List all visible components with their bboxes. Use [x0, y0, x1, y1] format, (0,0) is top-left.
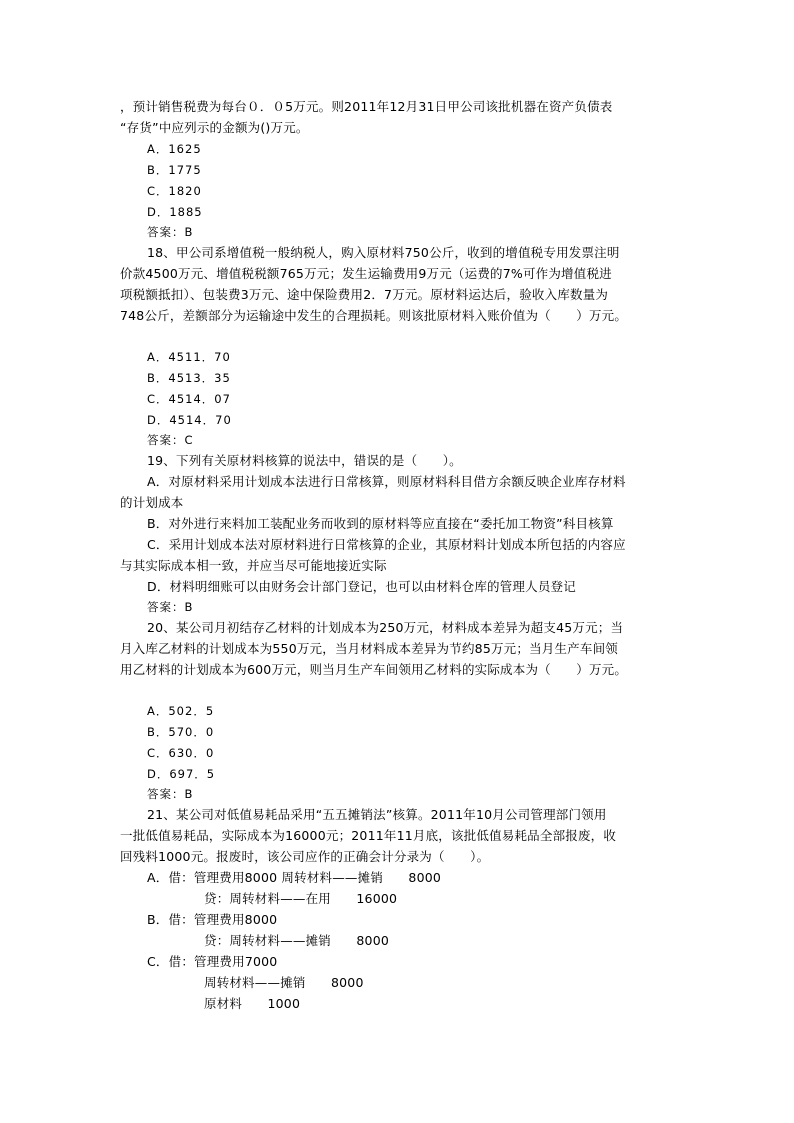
q19-text-line: D．材料明细账可以由财务会计部门登记，也可以由材料仓库的管理人员登记 [147, 579, 576, 594]
q17-option-b: B．1775 [147, 163, 202, 177]
q21-entry-c-debit: C．借：管理费用7000 [147, 954, 278, 969]
q18-option-c: C．4514．07 [147, 392, 231, 406]
q21-text-line: 回残料1000元。报废时，该公司应作的正确会计分录为（ ）。 [120, 849, 490, 864]
q20-option-c: C．630．0 [147, 746, 215, 760]
q19-text-line: 与其实际成本相一致，并应当尽可能地接近实际 [120, 558, 387, 573]
q19-text-line: B．对外进行来料加工装配业务而收到的原材料等应直接在“委托加工物资”科目核算 [147, 516, 614, 531]
q19-answer: 答案：B [147, 600, 194, 614]
q21-entry-c-line2: 周转材料——摊销 8000 [204, 975, 364, 990]
q21-entry-a-debit: A．借：管理费用8000 周转材料——摊销 8000 [147, 870, 442, 885]
q18-option-b: B．4513．35 [147, 371, 231, 385]
q19-stem: 19、下列有关原材料核算的说法中，错误的是（ ）。 [147, 453, 462, 468]
q19-text-line: A．对原材料采用计划成本法进行日常核算，则原材料科目借方余额反映企业库存材料 [147, 474, 626, 489]
q20-option-b: B．570．0 [147, 725, 215, 739]
q20-text-line: 用乙材料的计划成本为600万元，则当月生产车间领用乙材料的实际成本为（ ）万元。 [120, 662, 628, 677]
q20-option-d: D．697．5 [147, 767, 216, 781]
q18-answer: 答案：C [147, 433, 194, 447]
q20-answer: 答案：B [147, 787, 194, 801]
q20-text-line: 月入库乙材料的计划成本为550万元，当月材料成本差异为节约85万元；当月生产车间领 [120, 641, 618, 656]
q21-entry-c-line3: 原材料 1000 [204, 996, 301, 1011]
q19-text-line: 的计划成本 [120, 495, 184, 510]
q17-text-line: “存货”中应列示的金额为()万元。 [120, 120, 309, 135]
q17-option-c: C．1820 [147, 184, 202, 198]
q19-text-line: C．采用计划成本法对原材料进行日常核算的企业，其原材料计划成本所包括的内容应 [147, 537, 626, 552]
q18-text-line: 价款4500万元、增值税税额765万元；发生运输费用9万元（运费的7%可作为增值税进 [120, 266, 612, 281]
q18-option-a: A．4511．70 [147, 350, 231, 364]
q18-option-d: D．4514．70 [147, 413, 232, 427]
q21-entry-a-credit: 贷：周转材料——在用 16000 [204, 891, 398, 906]
q20-option-a: A．502．5 [147, 704, 215, 718]
q21-text-line: 21、某公司对低值易耗品采用“五五摊销法”核算。2011年10月公司管理部门领用 [147, 807, 607, 822]
q17-text-line: ，预计销售税费为每台０．０5万元。则2011年12月31日甲公司该批机器在资产负债表 [120, 99, 613, 114]
q17-option-d: D．1885 [147, 205, 203, 219]
q17-answer: 答案：B [147, 225, 194, 239]
q18-text-line: 项税额抵扣）、包装费3万元、途中保险费用2．7万元。原材料运达后，验收入库数量为 [120, 287, 609, 302]
q18-text-line: 18、甲公司系增值税一般纳税人，购入原材料750公斤，收到的增值税专用发票注明 [147, 245, 620, 260]
q17-option-a: A．1625 [147, 142, 202, 156]
q21-entry-b-debit: B．借：管理费用8000 [147, 912, 278, 927]
q21-text-line: 一批低值易耗品，实际成本为16000元；2011年11月底，该批低值易耗品全部报废，收 [120, 828, 617, 843]
q20-text-line: 20、某公司月初结存乙材料的计划成本为250万元，材料成本差异为超支45万元；当 [147, 620, 624, 635]
q18-text-line: 748公斤，差额部分为运输途中发生的合理损耗。则该批原材料入账价值为（ ）万元。 [120, 308, 628, 323]
q21-entry-b-credit: 贷：周转材料——摊销 8000 [204, 933, 390, 948]
